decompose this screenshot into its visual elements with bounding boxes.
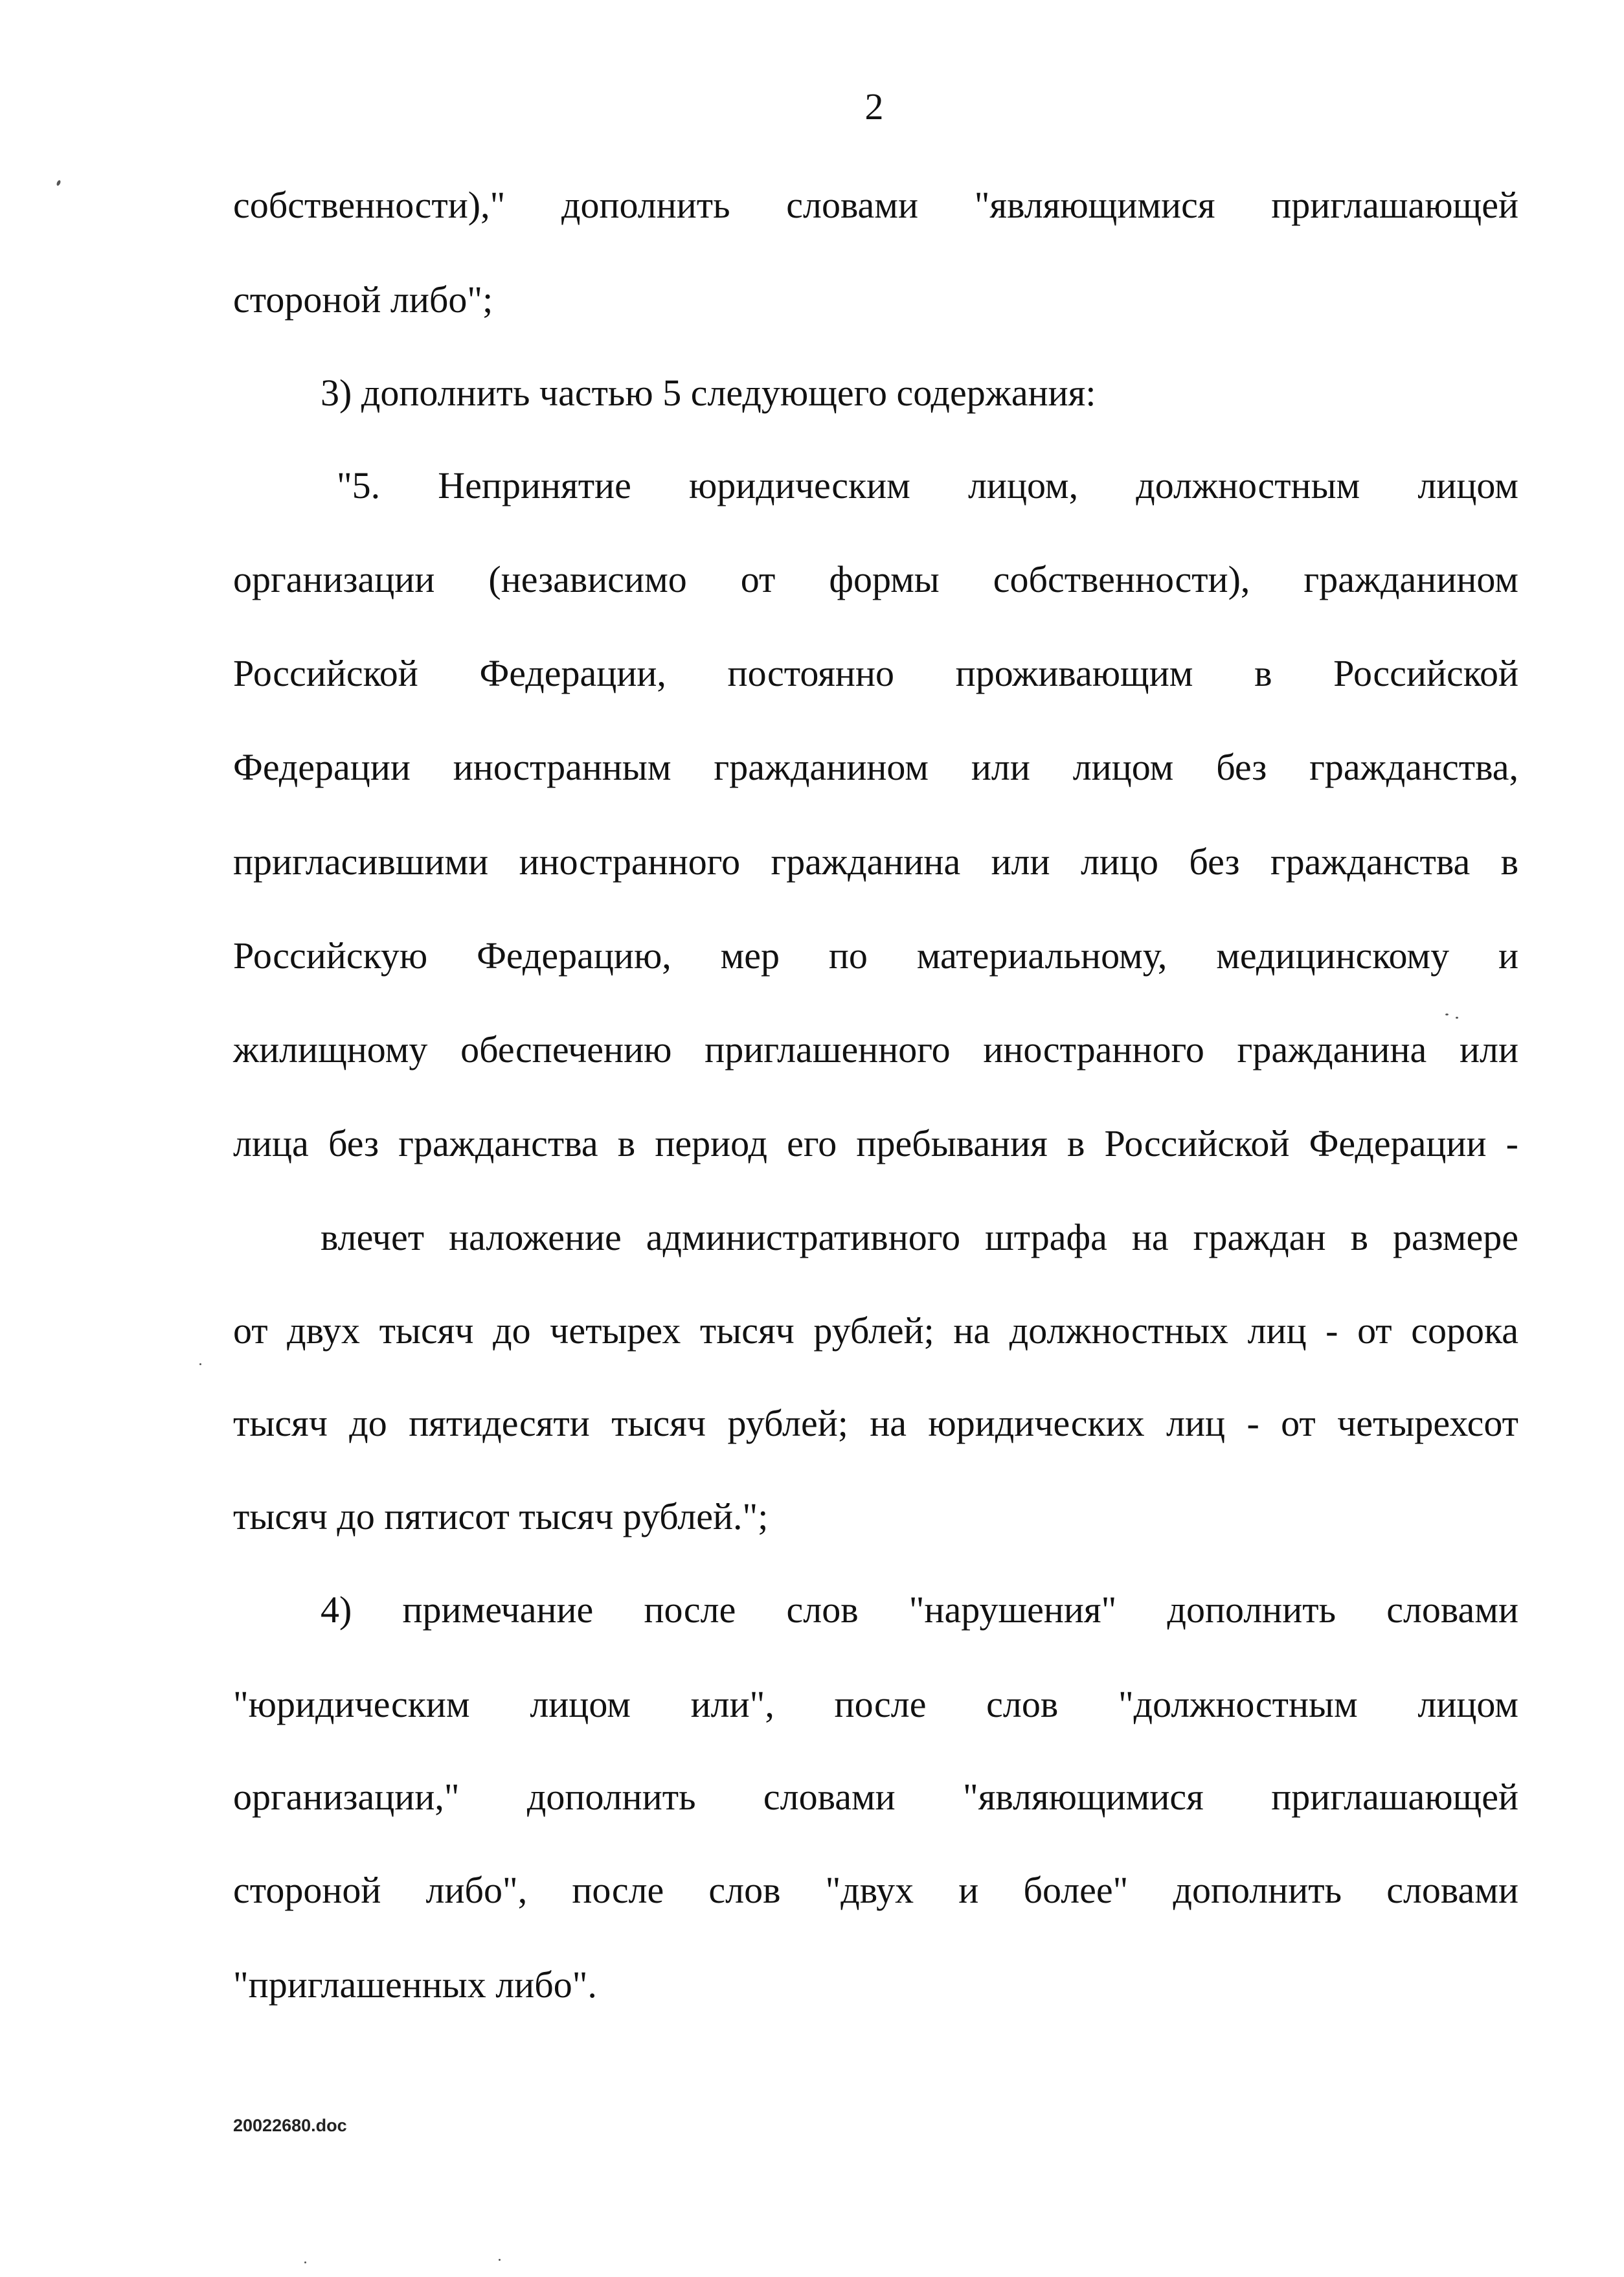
text-line: стороной либо"; xyxy=(233,278,493,321)
text-line: тысяч до пятидесяти тысяч рублей; на юридических лиц - от четырехсот xyxy=(233,1402,1518,1444)
text-line: жилищному обеспечению приглашенного иностранного гражданина или xyxy=(233,1028,1518,1071)
text-line: Российскую Федерацию, мер по материальному, медицинскому и xyxy=(233,935,1518,977)
scan-speck xyxy=(304,2261,306,2263)
text-line: влечет наложение административного штрафа на граждан в размере xyxy=(321,1216,1518,1258)
text-line: 4) примечание после слов "нарушения" дополнить словами xyxy=(321,1589,1518,1631)
text-line: "5. Непринятие юридическим лицом, должностным лицом xyxy=(337,464,1518,506)
text-line: от двух тысяч до четырех тысяч рублей; на должностных лиц - от сорока xyxy=(233,1309,1518,1352)
text-line: Федерации иностранным гражданином или лицом без гражданства, xyxy=(233,746,1518,788)
page-number: 2 xyxy=(864,85,884,128)
text-line: Российской Федерации, постоянно проживающим в Российской xyxy=(233,652,1518,694)
text-line: тысяч до пятисот тысяч рублей."; xyxy=(233,1495,769,1537)
scan-speck xyxy=(199,1363,201,1365)
scan-speck xyxy=(1456,1017,1458,1019)
scan-speck xyxy=(1445,1014,1449,1015)
footer-filename: 20022680.doc xyxy=(233,2116,347,2135)
text-line: 3) дополнить частью 5 следующего содержания: xyxy=(321,372,1096,414)
scan-speck xyxy=(56,179,61,186)
text-line: пригласившими иностранного гражданина или лицо без гражданства в xyxy=(233,841,1518,883)
text-line: "юридическим лицом или", после слов "должностным лицом xyxy=(233,1683,1518,1725)
text-line: стороной либо", после слов "двух и более" дополнить словами xyxy=(233,1869,1518,1911)
text-line: организации (независимо от формы собственности), гражданином xyxy=(233,558,1518,600)
text-line: лица без гражданства в период его пребывания в Российской Федерации - xyxy=(233,1122,1518,1164)
scan-speck xyxy=(499,2259,501,2261)
text-line: собственности)," дополнить словами "являющимися приглашающей xyxy=(233,184,1518,226)
text-line: "приглашенных либо". xyxy=(233,1964,597,2006)
text-line: организации," дополнить словами "являющимися приглашающей xyxy=(233,1776,1518,1818)
